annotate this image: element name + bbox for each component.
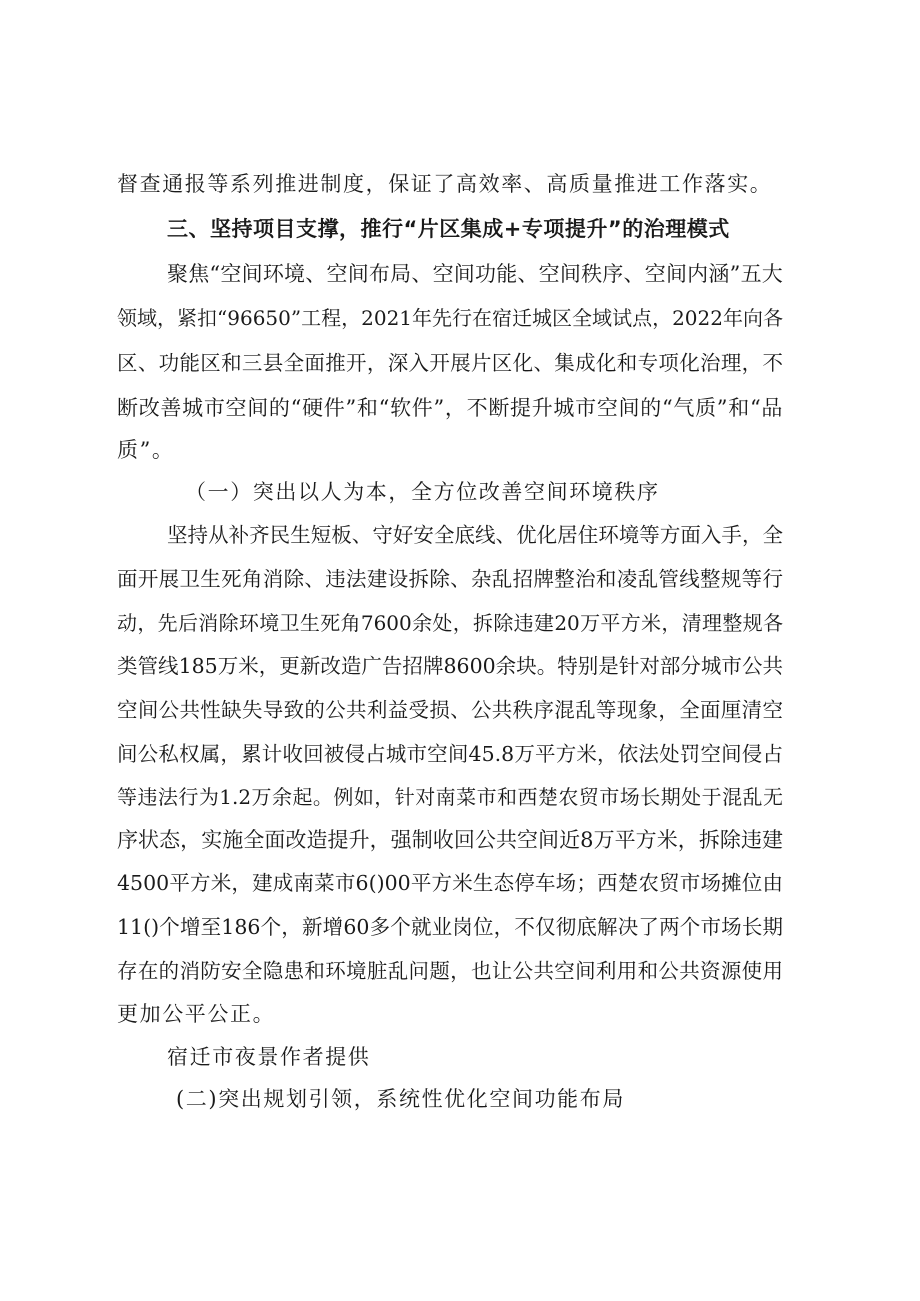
paragraph-line: 4500平方米，建成南菜市6()00平方米生态停车场；西楚农贸市场摊位由 [117, 871, 783, 895]
paragraph-line: 类管线185万米，更新改造广告招牌8600余块。特别是针对部分城市公共 [117, 654, 783, 678]
paragraph-line: 动，先后消除环境卫生死角7600余处，拆除违建20万平方米，清理整规各 [117, 611, 783, 635]
subsection-heading: （一）突出以人为本，全方位改善空间环境秩序 [185, 480, 660, 504]
paragraph-line: 督查通报等系列推进制度，保证了高效率、高质量推进工作落实。 [117, 172, 773, 196]
paragraph-line: 更加公平公正。 [117, 1002, 276, 1026]
paragraph-line: 断改善城市空间的“硬件”和“软件”，不断提升城市空间的“气质”和“品 [117, 396, 783, 420]
paragraph-line: 领域，紧扣“96650”工程，2021年先行在宿迁城区全域试点，2022年向各 [117, 306, 783, 330]
paragraph-line: 存在的消防安全隐患和环境脏乱问题，也让公共空间利用和公共资源使用 [117, 959, 783, 983]
section-heading: 三、坚持项目支撑，推行“片区集成+专项提升”的治理模式 [167, 217, 730, 241]
paragraph-line: 面开展卫生死角消除、违法建设拆除、杂乱招牌整治和凌乱管线整规等行 [117, 567, 783, 591]
paragraph-line: 空间公共性缺失导致的公共利益受损、公共秩序混乱等现象，全面厘清空 [117, 698, 783, 722]
paragraph-line: 质”。 [117, 438, 175, 462]
photo-credit: 宿迁市夜景作者提供 [167, 1045, 371, 1069]
paragraph-line: 间公私权属，累计收回被侵占城市空间45.8万平方米，依法处罚空间侵占 [117, 742, 783, 766]
paragraph-line: 区、功能区和三县全面推开，深入开展片区化、集成化和专项化治理，不 [117, 351, 783, 375]
paragraph-line: 坚持从补齐民生短板、守好安全底线、优化居住环境等方面入手，全 [167, 523, 783, 547]
paragraph-line: 等违法行为1.2万余起。例如，针对南菜市和西楚农贸市场长期处于混乱无 [117, 785, 783, 809]
paragraph-line: 聚焦“空间环境、空间布局、空间功能、空间秩序、空间内涵”五大 [167, 262, 783, 286]
subsection-heading: (二)突出规划引领，系统性优化空间功能布局 [176, 1087, 625, 1111]
paragraph-line: 11()个增至186个，新增60多个就业岗位，不仅彻底解决了两个市场长期 [117, 915, 783, 939]
paragraph-line: 序状态，实施全面改造提升，强制收回公共空间近8万平方米，拆除违建 [117, 828, 783, 852]
